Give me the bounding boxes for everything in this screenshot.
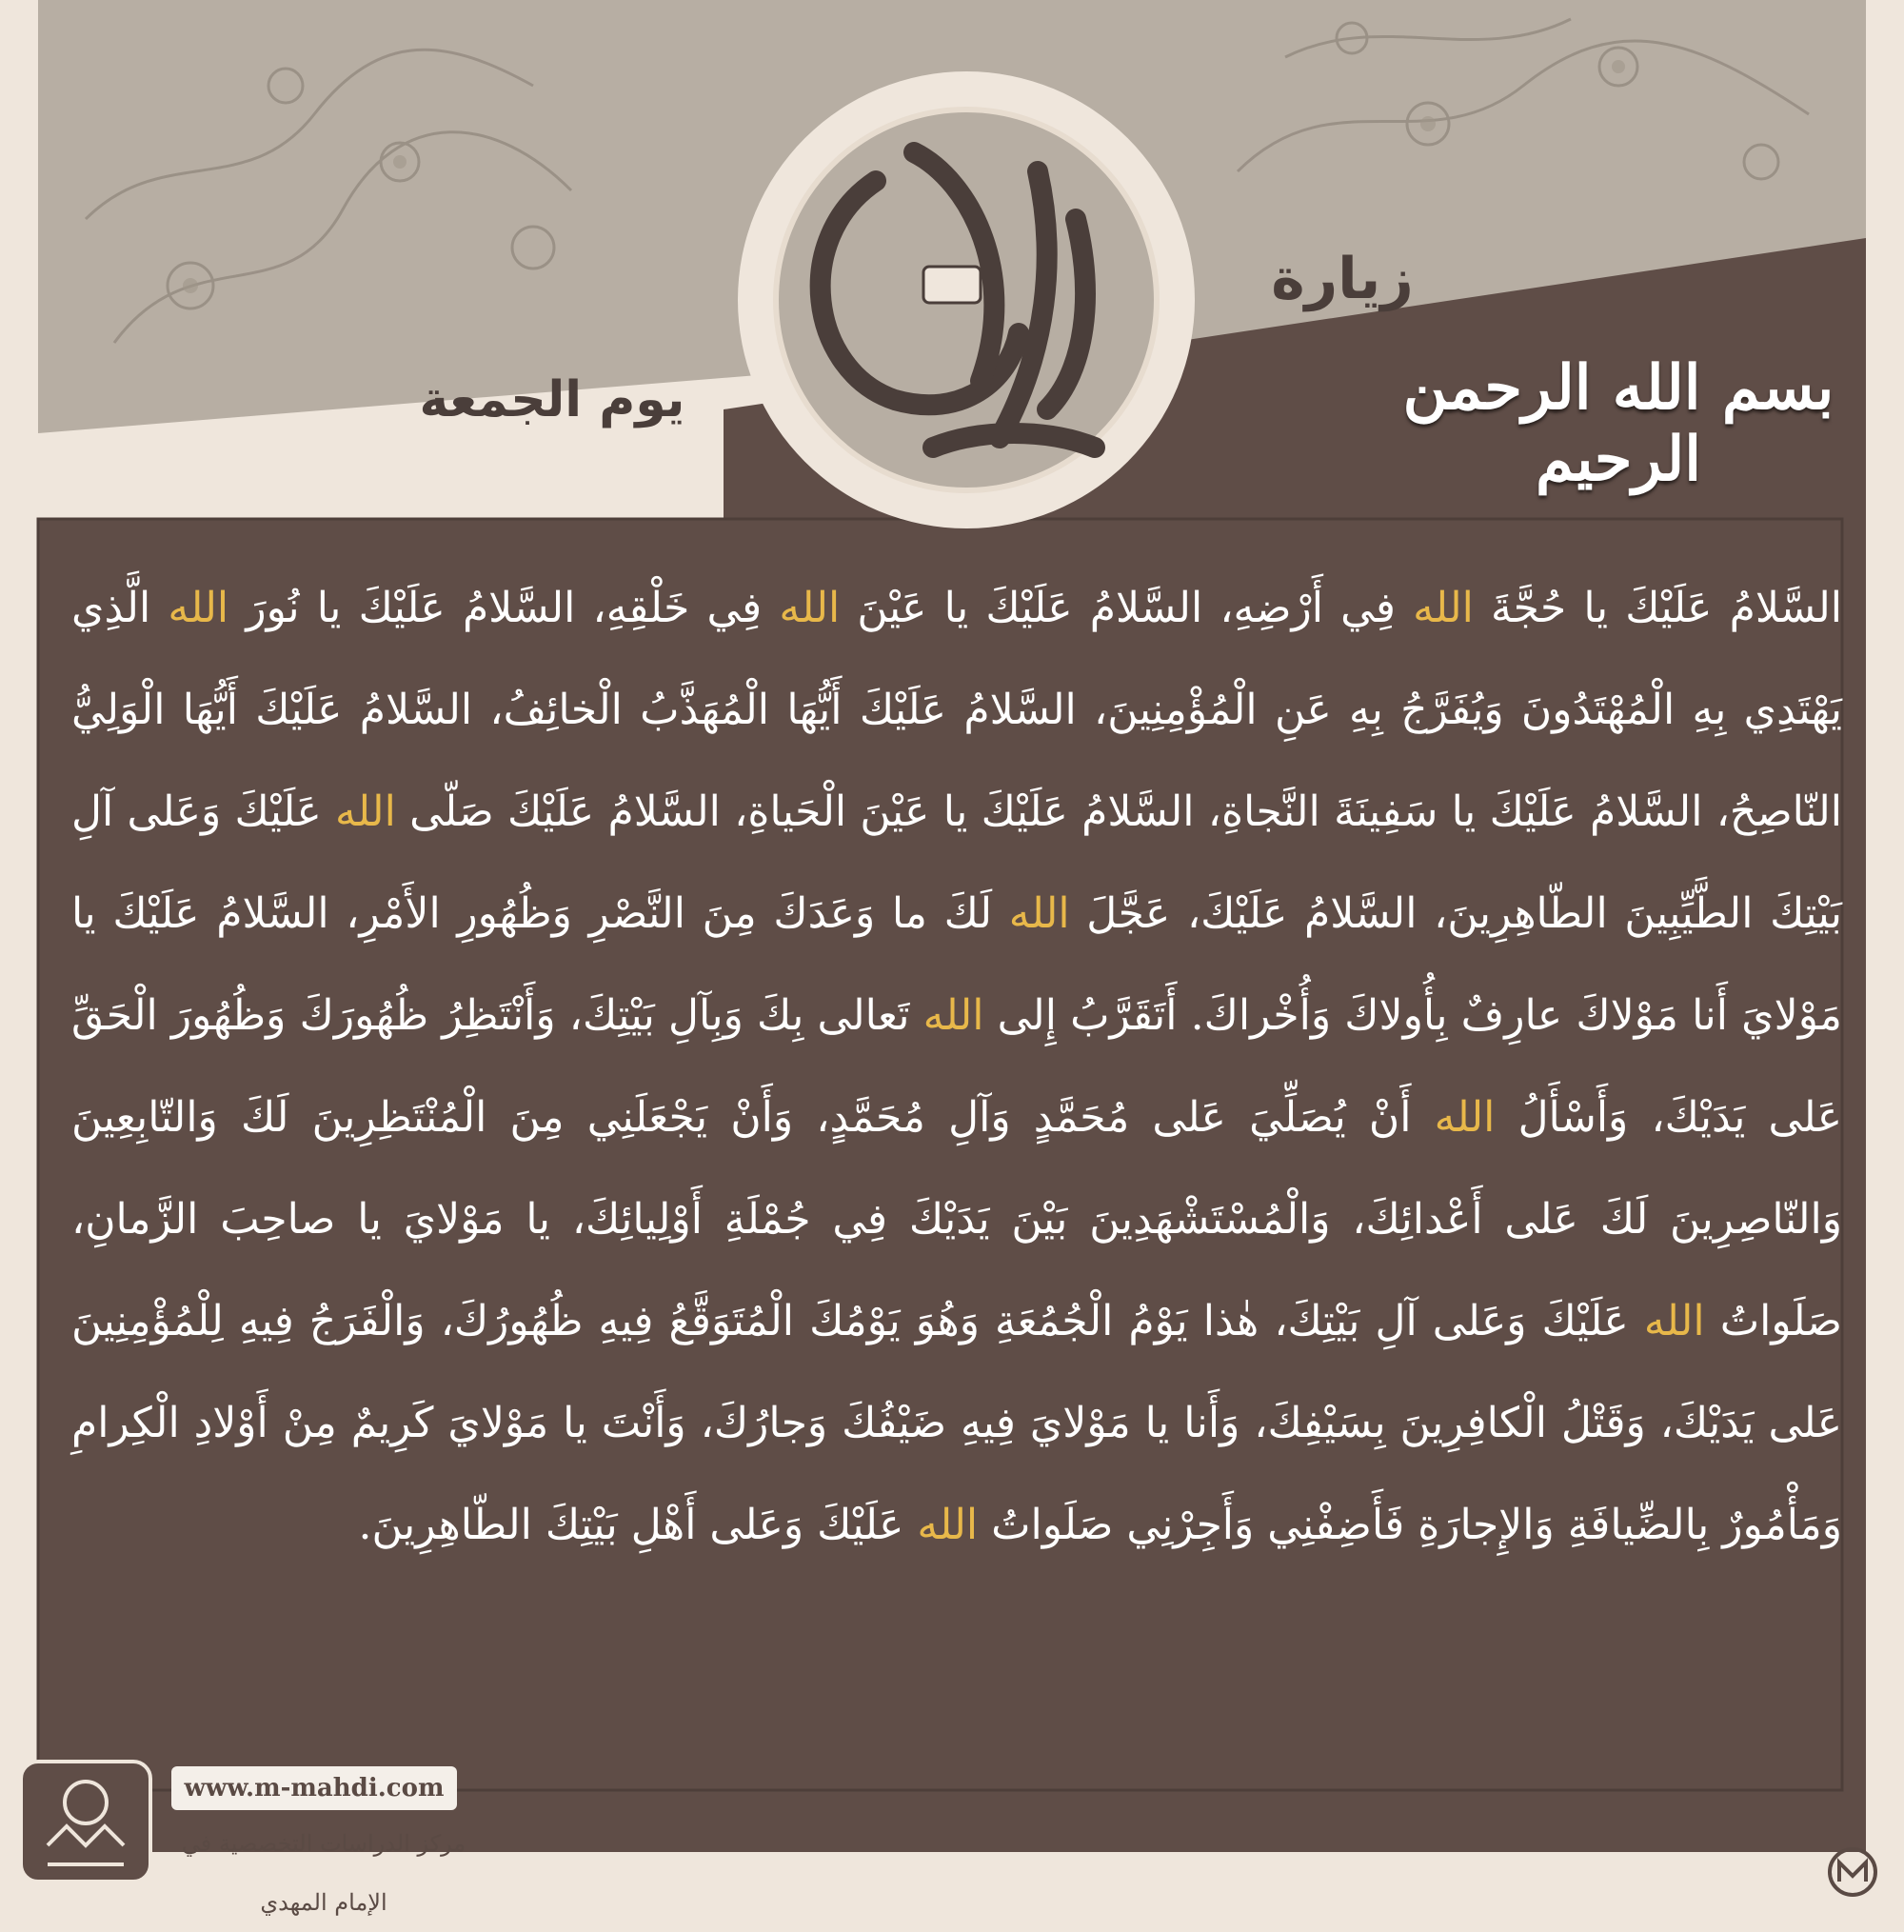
basmala-calligraphy: بسم الله الرحمن الرحيم	[1402, 352, 1835, 495]
day-title: يوم الجمعة	[419, 371, 685, 428]
text-segment: فِي أَرْضِهِ، السَّلامُ عَلَيْكَ يا عَيْنَ	[840, 584, 1414, 632]
text-segment: فِي خَلْقِهِ، السَّلامُ عَلَيْكَ يا نُورَ	[228, 584, 780, 632]
highlighted-word: الله	[1008, 889, 1070, 938]
text-segment: لَكَ ما وَعَدَكَ مِنَ النَّصْرِ وَظُهُورِ الأَمْرِ، السَّلامُ عَلَيْكَ يا مَوْلايَ أَنا مَوْلاكَ عارِفٌ بِأُولاكَ وَأُخْراكَ. أَتَقَرَّبُ إِلى	[71, 889, 1842, 1040]
text-segment: عَلَيْكَ وَعَلى آلِ بَيْتِكَ الطَّيِّبِينَ الطّاهِرِينَ، السَّلامُ عَلَيْكَ، عَجَّلَ	[71, 787, 1842, 938]
highlighted-word: الله	[335, 787, 396, 836]
highlighted-word: الله	[168, 584, 229, 632]
highlighted-word: الله	[779, 584, 841, 632]
ziyara-body-text	[71, 557, 1842, 1785]
emblem-calligraphy-icon	[733, 67, 1200, 533]
highlighted-word: الله	[1413, 584, 1474, 632]
highlighted-word: الله	[1434, 1093, 1496, 1142]
text-segment: الَّذِي يَهْتَدِي بِهِ الْمُهْتَدُونَ وَيُفَرَّجُ بِهِ عَنِ الْمُؤْمِنِينَ، السَّلامُ عَلَيْكَ أَيُّهَا الْمُهَذَّبُ الْخائِفُ، السَّلامُ عَلَيْكَ أَيُّهَا الْوَلِيُّ النّاصِحُ، السَّلامُ عَلَيْكَ يا سَفِينَةَ النَّجاةِ، السَّلامُ عَلَيْكَ يا عَيْنَ الْحَياةِ، السَّلامُ عَلَيْكَ صَلّى	[71, 584, 1843, 836]
highlighted-word: الله	[922, 991, 984, 1040]
text-segment: عَلَيْكَ وَعَلى أَهْلِ بَيْتِكَ الطّاهِرِينَ.	[358, 1501, 918, 1549]
text-segment: عَلَيْكَ وَعَلى آلِ بَيْتِكَ، هٰذا يَوْمُ الْجُمُعَةِ وَهُوَ يَوْمُكَ الْمُتَوَقَّعُ فِيهِ ظُهُورُكَ، وَالْفَرَجُ فِيهِ لِلْمُؤْمِنِينَ عَلى يَدَيْكَ، وَقَتْلُ الْكافِرِينَ بِسَيْفِكَ، وَأَنا يا مَوْلايَ فِيهِ ضَيْفُكَ وَجارُكَ، وَأَنْتَ يا مَوْلايَ كَرِيمٌ مِنْ أَوْلادِ الْكِرامِ وَمَأْمُورٌ بِالضِّيافَةِ وَالإِجارَةِ فَأَضِفْنِي وَأَجِرْنِي صَلَواتُ	[71, 1297, 1842, 1549]
website-url[interactable]: www.m-mahdi.com	[171, 1766, 457, 1810]
highlighted-word: الله	[1643, 1297, 1705, 1345]
text-segment: أَنْ يُصَلِّيَ عَلى مُحَمَّدٍ وَآلِ مُحَمَّدٍ، وَأَنْ يَجْعَلَنِي مِنَ الْمُنْتَظِرِينَ لَكَ وَالتّابِعِينَ وَالنّاصِرِينَ لَكَ عَلى أَعْدائِكَ، وَالْمُسْتَشْهَدِينَ بَيْنَ يَدَيْكَ فِي جُمْلَةِ أَوْلِيائِكَ، يا مَوْلايَ يا صاحِبَ الزَّمانِ، صَلَواتُ	[71, 1093, 1843, 1345]
text-segment: السَّلامُ عَلَيْكَ يا حُجَّةَ	[1473, 584, 1842, 632]
text-segment: تَعالى بِكَ وَبِآلِ بَيْتِكَ، وَأَنْتَظِرُ ظُهُورَكَ وَظُهُورَ الْحَقِّ عَلى يَدَيْكَ، وَأَسْأَلُ	[71, 991, 1842, 1142]
center-name: مركز الدراسات التخصصية في الإمام المهدي	[181, 1830, 466, 1916]
mn-logo-icon	[1826, 1845, 1879, 1899]
highlighted-word: الله	[917, 1501, 979, 1549]
ziyara-title: زيارة	[1271, 246, 1414, 312]
center-logo-icon	[19, 1760, 152, 1883]
